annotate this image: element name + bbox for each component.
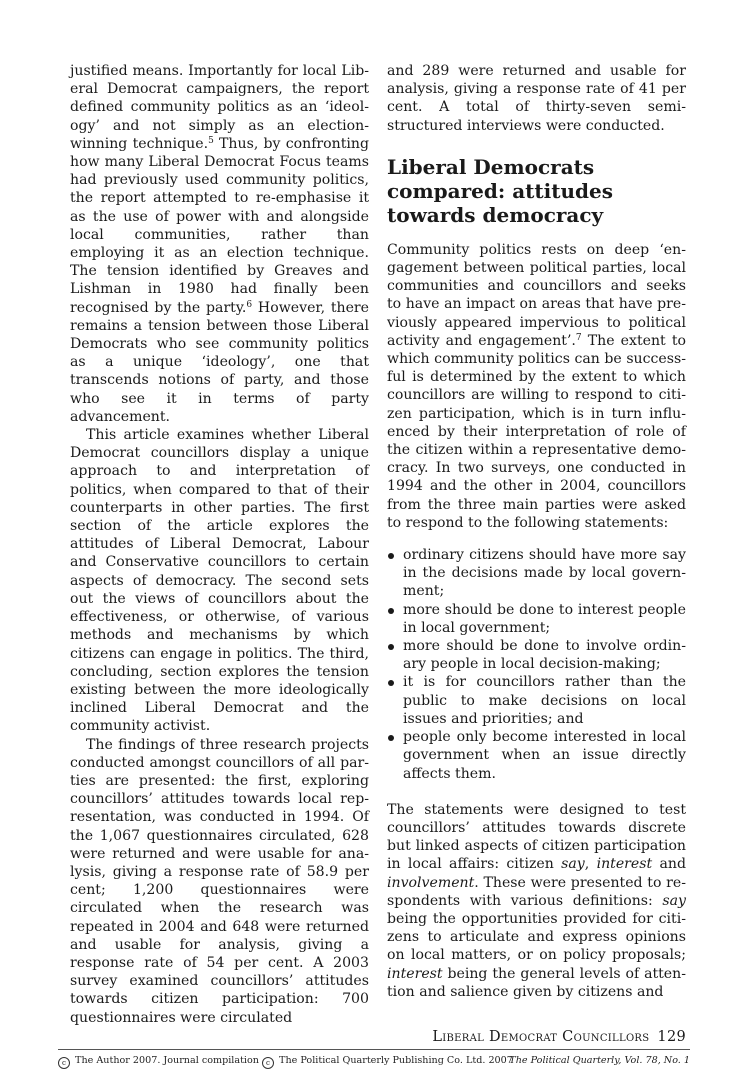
right-column [387, 62, 686, 1001]
footer-copyright [58, 1055, 513, 1069]
bullet-icon [388, 735, 394, 741]
text-run: and [652, 856, 686, 873]
left-column [70, 62, 369, 1027]
list-item [387, 728, 686, 783]
emphasis: say [561, 856, 585, 873]
text-run: The extent to which community politics can be successful is determined by the extent to which councillors are willing to respond to citizen participation, which is in turn influenced by their interpretation of role of the citizen within a representative democracy. In two surveys, one conducted in 1994 and the other in 2004, councillors from the three main parties were asked to respond to the following statements: [387, 332, 686, 531]
text-run: , [584, 856, 597, 873]
footer-rule [58, 1049, 690, 1050]
section-heading: Liberal Democrats compared: attitudes towards democracy [387, 154, 613, 227]
paragraph: The findings of three research projects conducted amongst councillors of all parties are presented: the first, exploring councillors’ attitudes towards local representation, was conducted in 1994. Of the 1,067 questionnaires circulated, 628 were returned and were usable for analysis, giving a response rate of 58.9 per cent; 1,200 questionnaires were circulated when the research was repeated in 2004 and 648 were returned and usable for analysis, giving a response rate of 54 per cent. A 2003 survey examined councillors’ attitudes towards citizen participation: 700 questionnaires were circulated [70, 736, 369, 1026]
text-run: The Political Quarterly Publishing Co. Ltd. 2007 [276, 1055, 513, 1066]
list-item [387, 546, 686, 601]
running-head-title: Liberal Democrat Councillors [432, 1029, 650, 1045]
bullet-icon [388, 608, 394, 614]
footnote-ref[interactable]: 7 [575, 332, 582, 343]
emphasis: involvement [387, 874, 475, 891]
paragraph [70, 62, 369, 426]
list-item [387, 673, 686, 728]
list-item-text: it is for councillors rather than the public to make decisions on local issues and priorities; and [403, 674, 686, 727]
emphasis: interest [596, 856, 653, 873]
footnote-ref[interactable]: 5 [208, 135, 214, 146]
text-run: However, there remains a tension between those Liberal Democrats who see community politics as a unique ‘ideology’, one that transcends notions of party, and those who see it in terms of party advancement. [70, 299, 369, 425]
paragraph [387, 801, 686, 1001]
list-item [387, 637, 686, 673]
paragraph: and 289 were returned and usable for analysis, giving a response rate of 41 per cent. A total of thirty-seven semistructured interviews were conducted. [387, 63, 686, 134]
text-run: being the general levels of attention and salience given by citizens and [387, 965, 686, 1000]
list-item-text: people only become interested in local government when an issue directly affects them. [403, 729, 686, 782]
text-run: Community politics rests on deep ‘engagement between political parties, local communities and councillors and seeks to have an impact on areas that have previously appeared impervious to political activity and engagement’. [387, 241, 686, 349]
list-item-text: more should be done to interest people in local government; [403, 601, 686, 636]
text-run: Thus, by confronting how many Liberal Democrat Focus teams had previously used community politics, the report attempted to re-emphasise it as the use of power with and alongside local communities, rather than employing it as an election technique. The tension identified by Greaves and Lishman in 1980 had finally been recognised by the party. [70, 135, 370, 316]
bullet-icon [388, 680, 394, 686]
text-run: The statements were designed to test councillors’ attitudes towards discrete but linked aspects of citizen participation in local affairs: citizen [387, 801, 686, 873]
footnote-ref[interactable]: 6 [246, 299, 253, 310]
list-item-text: more should be done to involve ordinary people in local decision-making; [403, 638, 686, 673]
text-run: being the opportunities provided for citizens to articulate and express opinions on local matters, or on policy proposals; [387, 910, 686, 964]
footer-journal: The Political Quarterly, Vol. 78, No. 1 [509, 1055, 690, 1066]
bullet-icon [388, 553, 394, 559]
running-head [387, 1029, 686, 1045]
text-run: The Author 2007. Journal compilation [72, 1055, 262, 1066]
list-item [387, 601, 686, 637]
text-run: . These were presented to respondents with various definitions: [387, 874, 686, 909]
emphasis: say [662, 892, 686, 909]
copyright-icon: c [58, 1057, 70, 1069]
copyright-icon: c [262, 1057, 274, 1069]
page-number: 129 [657, 1029, 686, 1045]
paragraph [387, 241, 686, 532]
emphasis: interest [387, 965, 443, 982]
list-item-text: ordinary citizens should have more say in the decisions made by local government; [403, 547, 686, 600]
paragraph: This article examines whether Liberal Democrat councillors display a unique approach to and interpretation of politics, when compared to that of their counterparts in other parties. The first section of the article explores the attitudes of Liberal Democrat, Labour and Conservative councillors to certain aspects of democracy. The second sets out the views of councillors about the effectiveness, or otherwise, of various methods and mechanisms by which citizens can engage in politics. The third, concluding, section explores the tension existing between the more ideologically inclined Liberal Democrat and the community activist. [70, 427, 369, 735]
bullet-icon [388, 644, 394, 650]
statement-list [387, 546, 686, 783]
text-run: justified means. Importantly for local Liberal Democrat campaigners, the report defined community politics as an ‘ideology’ and not simply as an electionwinning technique. [70, 63, 369, 152]
